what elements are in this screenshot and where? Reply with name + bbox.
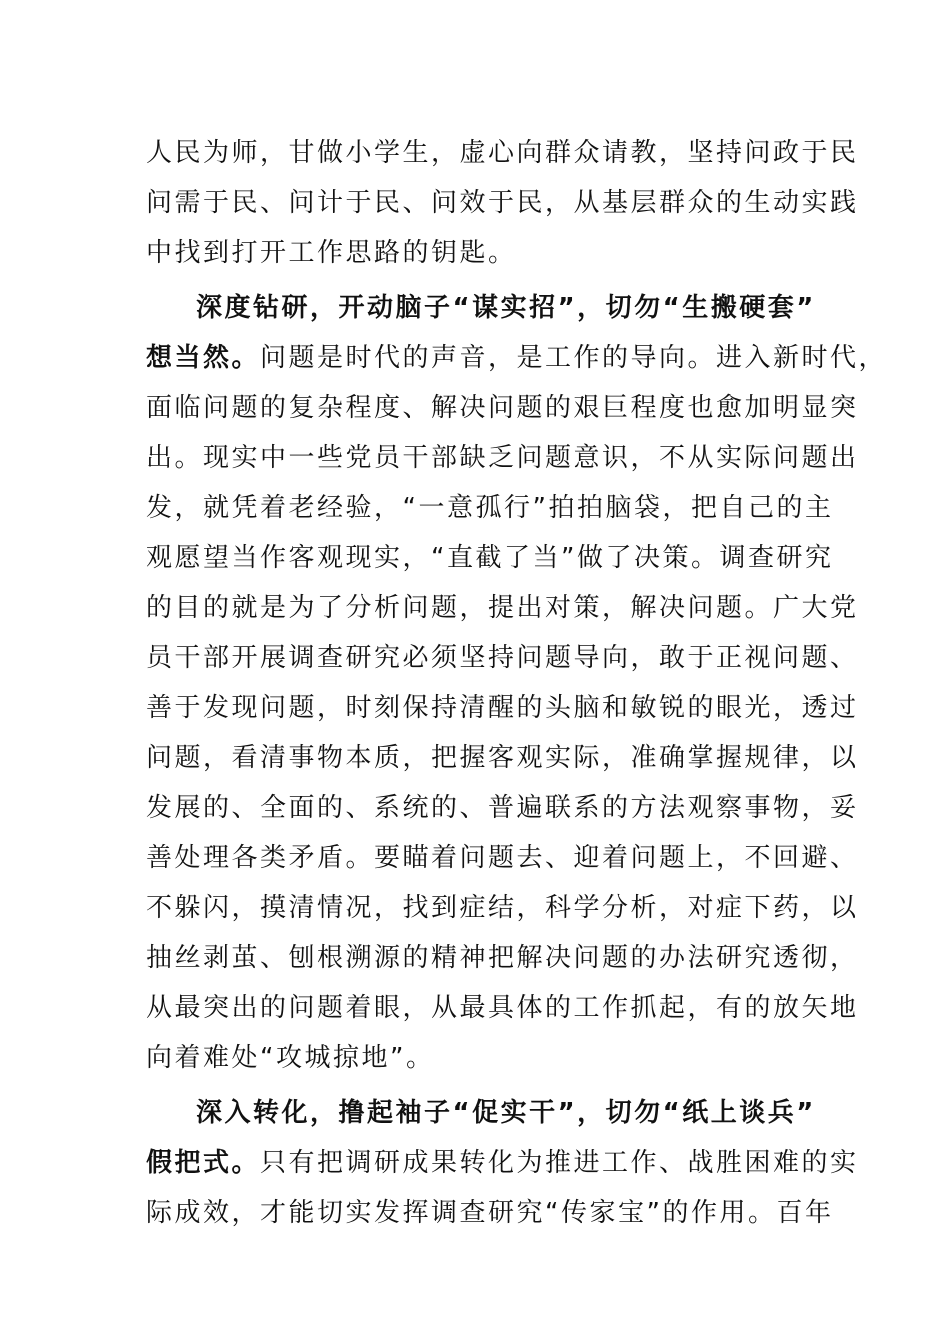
text-line: 发展的、全面的、系统的、普遍联系的方法观察事物，妥 bbox=[146, 793, 859, 823]
text-run: 问题是时代的声音，是工作的导向。进入新时代， bbox=[260, 343, 888, 373]
text-line: 善处理各类矛盾。要瞄着问题去、迎着问题上，不回避、 bbox=[146, 843, 859, 873]
text-line: 问需于民、问计于民、问效于民，从基层群众的生动实践 bbox=[146, 188, 859, 218]
text-line: 人民为师，甘做小学生，虚心向群众请教，坚持问政于民 bbox=[146, 138, 859, 168]
text-line: 的目的就是为了分析问题，提出对策，解决问题。广大党 bbox=[146, 593, 859, 623]
text-line: 不躲闪，摸清情况，找到症结，科学分析，对症下药，以 bbox=[146, 893, 859, 923]
text-line: 向着难处“攻城掠地”。 bbox=[146, 1043, 435, 1073]
text-line bbox=[146, 338, 888, 378]
text-line: 从最突出的问题着眼，从最具体的工作抓起，有的放矢地 bbox=[146, 993, 859, 1023]
text-line bbox=[146, 1143, 859, 1183]
section-heading: 深度钻研，开动脑子“谋实招”，切勿“生搬硬套” bbox=[196, 293, 816, 323]
section-heading-end: 想当然。 bbox=[146, 343, 261, 373]
text-line: 中找到打开工作思路的钥匙。 bbox=[146, 238, 517, 268]
text-line: 抽丝剥茧、刨根溯源的精神把解决问题的办法研究透彻， bbox=[146, 943, 859, 973]
text-line: 问题，看清事物本质，把握客观实际，准确掌握规律，以 bbox=[146, 743, 859, 773]
text-line: 发，就凭着老经验，“一意孤行”拍拍脑袋，把自己的主 bbox=[146, 493, 834, 523]
section-heading-end: 假把式。 bbox=[146, 1148, 261, 1178]
text-run: 只有把调研成果转化为推进工作、战胜困难的实 bbox=[260, 1148, 859, 1178]
text-line: 观愿望当作客观现实，“直截了当”做了决策。调查研究 bbox=[146, 543, 834, 573]
section-heading: 深入转化，撸起袖子“促实干”，切勿“纸上谈兵” bbox=[196, 1098, 816, 1128]
text-line: 际成效，才能切实发挥调查研究“传家宝”的作用。百年 bbox=[146, 1198, 834, 1228]
text-line: 员干部开展调查研究必须坚持问题导向，敢于正视问题、 bbox=[146, 643, 859, 673]
text-line: 出。现实中一些党员干部缺乏问题意识，不从实际问题出 bbox=[146, 443, 859, 473]
text-line: 面临问题的复杂程度、解决问题的艰巨程度也愈加明显突 bbox=[146, 393, 859, 423]
text-line: 善于发现问题，时刻保持清醒的头脑和敏锐的眼光，透过 bbox=[146, 693, 859, 723]
